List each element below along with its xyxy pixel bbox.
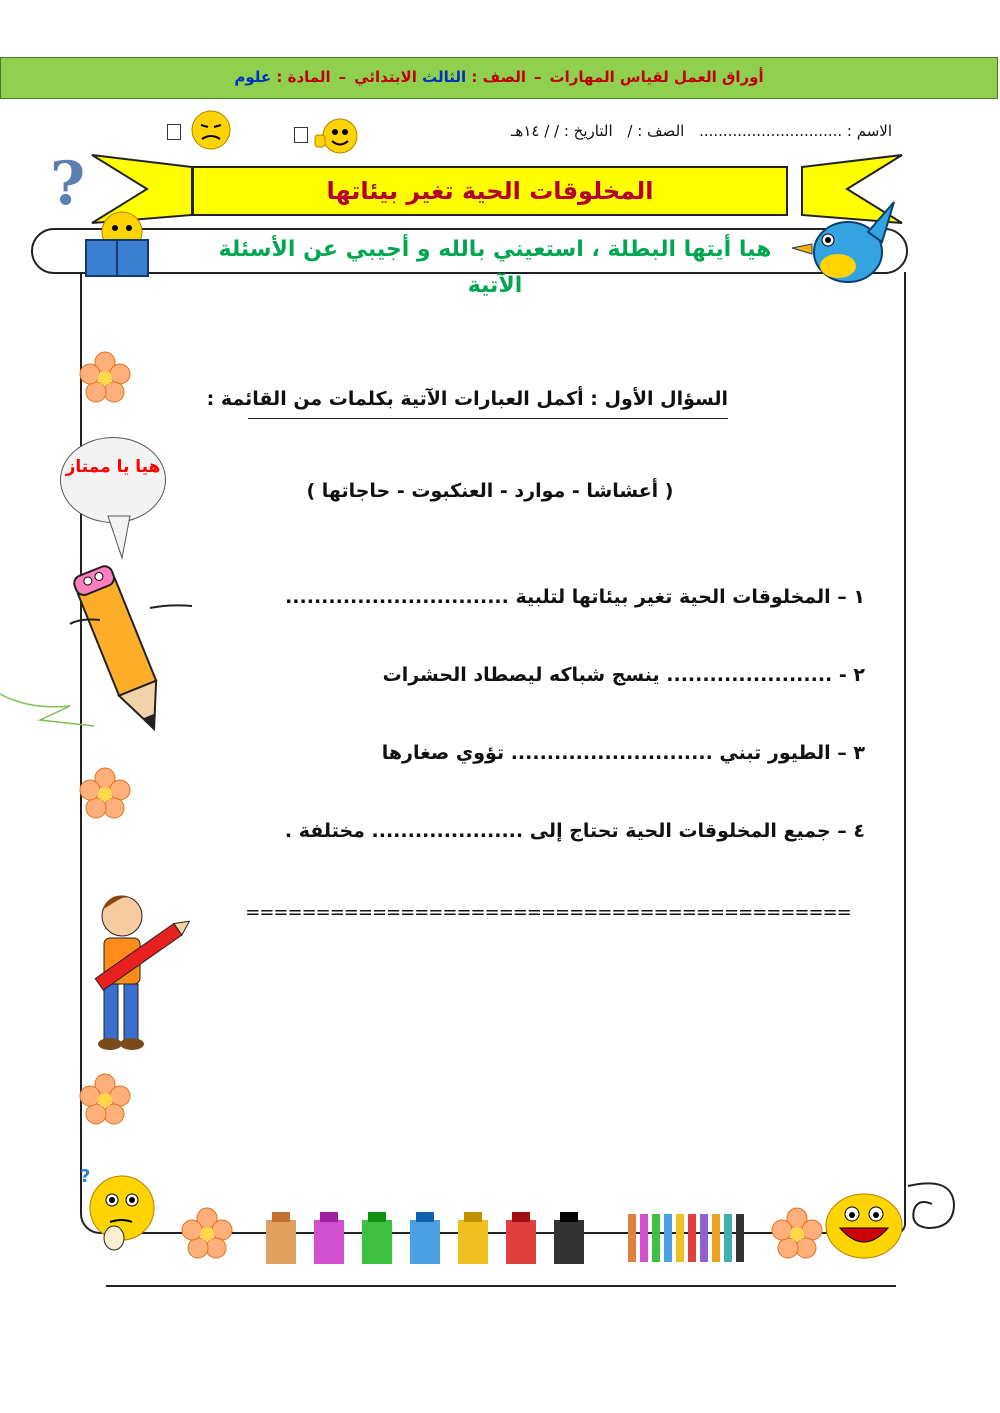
thinking-smiley-icon <box>80 1162 160 1254</box>
crayons-row <box>262 1210 762 1270</box>
bottom-rule <box>106 1285 896 1287</box>
bubble-tail <box>106 516 132 560</box>
question-1-label: السؤال الأول <box>604 388 728 410</box>
class-field[interactable]: الصف : / <box>627 122 685 140</box>
svg-text:?: ? <box>50 149 86 219</box>
heading-underline <box>248 418 728 419</box>
header-title: أوراق العمل لقياس المهارات <box>549 68 764 86</box>
speech-bubble <box>60 437 166 523</box>
student-info <box>501 122 892 140</box>
question-item-3[interactable]: ٣ – الطيور تبني ............................ تؤوي صغارها <box>381 742 865 764</box>
flower-icon <box>80 768 130 818</box>
header-bar: أوراق العمل لقياس المهارات–الصف : الثالث الابتدائي–المادة : علوم <box>0 57 998 99</box>
word-bank: ( أعشاشا - موارد - العنكبوت - حاجاتها ) <box>306 480 674 502</box>
question-mark-icon <box>48 148 86 219</box>
sad-smiley-icon <box>189 108 233 152</box>
svg-text:?: ? <box>80 1166 91 1187</box>
bubble-text: هيا يا ممتاز <box>65 457 161 477</box>
flower-icon <box>182 1208 232 1258</box>
level: الابتدائي <box>354 68 417 86</box>
question-item-4[interactable]: ٤ – جميع المخلوقات الحية تحتاج إلى ..................... مختلفة . <box>284 820 865 842</box>
thumbs-up-smiley-icon <box>312 115 358 157</box>
date-field[interactable]: التاريخ : / / ١٤هـ <box>511 122 613 140</box>
crayon-icon <box>266 1212 296 1264</box>
name-field[interactable]: الاسم : .............................. <box>699 122 892 140</box>
flower-icon <box>80 1074 130 1124</box>
subject-label: المادة : <box>276 68 331 86</box>
worksheet-title: المخلوقات الحية تغير بيئاتها <box>192 166 788 216</box>
question-item-1[interactable]: ١ – المخلوقات الحية تغير بيئاتها لتلبية ............................... <box>285 586 865 608</box>
scroll-curl <box>900 1176 960 1234</box>
instruction-text: هيا أيتها البطلة ، استعيني بالله و أجيبي عن الأسئلة الآتية <box>218 237 772 298</box>
sad-checkbox[interactable] <box>167 124 181 140</box>
pencil-character-icon <box>0 560 210 740</box>
happy-checkbox[interactable] <box>294 127 308 143</box>
boy-with-pencil-icon <box>88 886 188 1056</box>
reading-smiley-icon <box>82 206 154 282</box>
grade-value: الثالث <box>422 68 467 86</box>
question-1-heading <box>207 388 728 410</box>
question-item-2[interactable]: ٢ - ....................... ينسج شباكه ليصطاد الحشرات <box>382 664 865 686</box>
laughing-smiley-icon <box>824 1190 906 1260</box>
subject-value: علوم <box>234 68 272 86</box>
flower-icon <box>80 352 130 402</box>
question-1-text: : أكمل العبارات الآتية بكلمات من القائمة : <box>206 388 598 410</box>
grade-label: الصف : <box>471 68 526 86</box>
separator-line: =========================================== <box>245 902 851 923</box>
flower-icon <box>772 1208 822 1258</box>
